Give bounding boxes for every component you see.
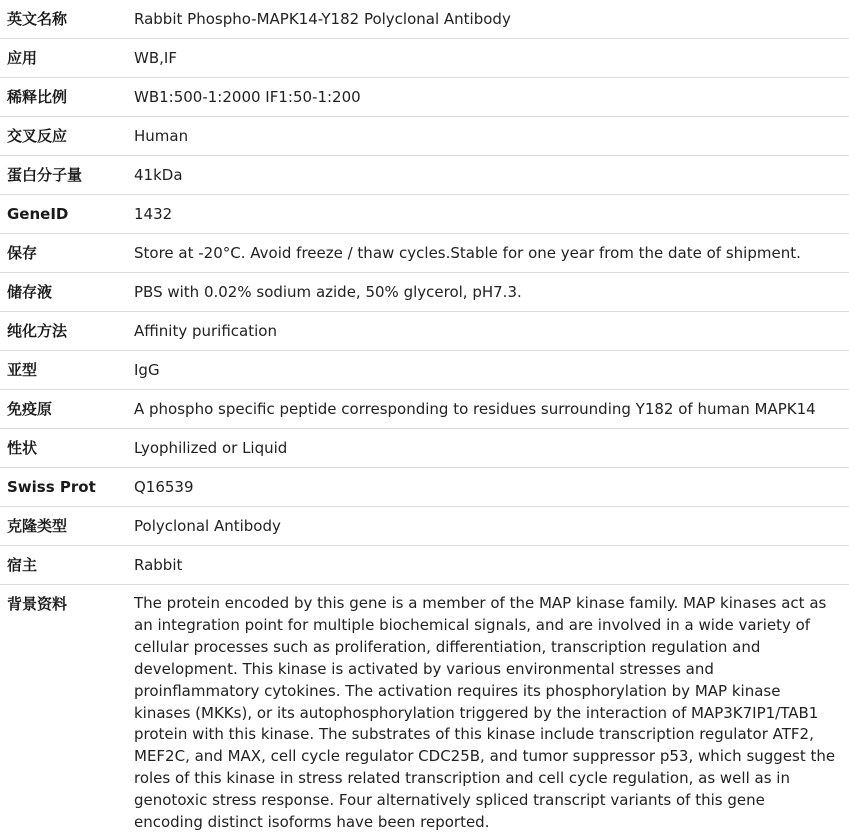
spec-row-reactivity bbox=[0, 117, 849, 156]
spec-key: 英文名称 bbox=[0, 0, 134, 39]
spec-key: GeneID bbox=[0, 195, 134, 234]
spec-value: PBS with 0.02% sodium azide, 50% glycerol, pH7.3. bbox=[134, 273, 849, 312]
spec-key: 交叉反应 bbox=[0, 117, 134, 156]
spec-value: Store at -20°C. Avoid freeze / thaw cycles.Stable for one year from the date of shipment. bbox=[134, 234, 849, 273]
spec-value: IgG bbox=[134, 351, 849, 390]
spec-key: 背景资料 bbox=[7, 595, 68, 613]
spec-value: Human bbox=[134, 117, 849, 156]
spec-value: Affinity purification bbox=[134, 312, 849, 351]
spec-value: Q16539 bbox=[134, 468, 849, 507]
spec-value: The protein encoded by this gene is a member of the MAP kinase family. MAP kinases act as an integration point for multiple biochemical signals, and are involved in a wide variety of cellular processes such as proliferation, differentiation, transcription regulation and development. This kinase is activated by various environmental stresses and proinflammatory cytokines. The activation requires its phosphorylation by MAP kinase kinases (MKKs), or its autophosphorylation triggered by the interaction of MAP3K7IP1/TAB1 protein with this kinase. The substrates of this kinase include transcription regulator ATF2, MEF2C, and MAX, cell cycle regulator CDC25B, and tumor suppressor p53, which suggest the roles of this kinase in stress related transcription and cell cycle regulation, as well as in genotoxic stress response. Four alternatively spliced transcript variants of this gene encoding distinct isoforms have been reported. bbox=[134, 594, 836, 832]
spec-row-swiss-prot bbox=[0, 468, 849, 507]
spec-key: 性状 bbox=[0, 429, 134, 468]
spec-key: 稀释比例 bbox=[0, 78, 134, 117]
spec-key: 宿主 bbox=[0, 546, 134, 585]
spec-key: 克隆类型 bbox=[0, 507, 134, 546]
spec-value: Rabbit bbox=[134, 546, 849, 585]
spec-value: Lyophilized or Liquid bbox=[134, 429, 849, 468]
spec-key: Swiss Prot bbox=[0, 468, 134, 507]
spec-row-application bbox=[0, 39, 849, 78]
spec-value: Polyclonal Antibody bbox=[134, 507, 849, 546]
spec-row-isotype bbox=[0, 351, 849, 390]
spec-key: 蛋白分子量 bbox=[0, 156, 134, 195]
spec-row-molecular-weight bbox=[0, 156, 849, 195]
spec-key: 纯化方法 bbox=[0, 312, 134, 351]
spec-key: 保存 bbox=[0, 234, 134, 273]
spec-key: 免疫原 bbox=[0, 390, 134, 429]
spec-key: 储存液 bbox=[0, 273, 134, 312]
spec-value: Rabbit Phospho-MAPK14-Y182 Polyclonal Antibody bbox=[134, 0, 849, 39]
spec-row-english-name bbox=[0, 0, 849, 39]
spec-key: 应用 bbox=[0, 39, 134, 78]
spec-row-storage bbox=[0, 234, 849, 273]
spec-row-buffer bbox=[0, 273, 849, 312]
spec-value: WB,IF bbox=[134, 39, 849, 78]
spec-row-purification bbox=[0, 312, 849, 351]
spec-row-dilution bbox=[0, 78, 849, 117]
spec-value: 41kDa bbox=[134, 156, 849, 195]
spec-value: 1432 bbox=[134, 195, 849, 234]
spec-row-form bbox=[0, 429, 849, 468]
spec-row-clonality bbox=[0, 507, 849, 546]
spec-value: WB1:500-1:2000 IF1:50-1:200 bbox=[134, 78, 849, 117]
spec-key: 亚型 bbox=[0, 351, 134, 390]
spec-row-host bbox=[0, 546, 849, 585]
spec-row-immunogen bbox=[0, 390, 849, 429]
spec-value: A phospho specific peptide corresponding to residues surrounding Y182 of human MAPK14 bbox=[134, 390, 849, 429]
spec-row-background bbox=[0, 585, 849, 834]
spec-row-gene-id bbox=[0, 195, 849, 234]
